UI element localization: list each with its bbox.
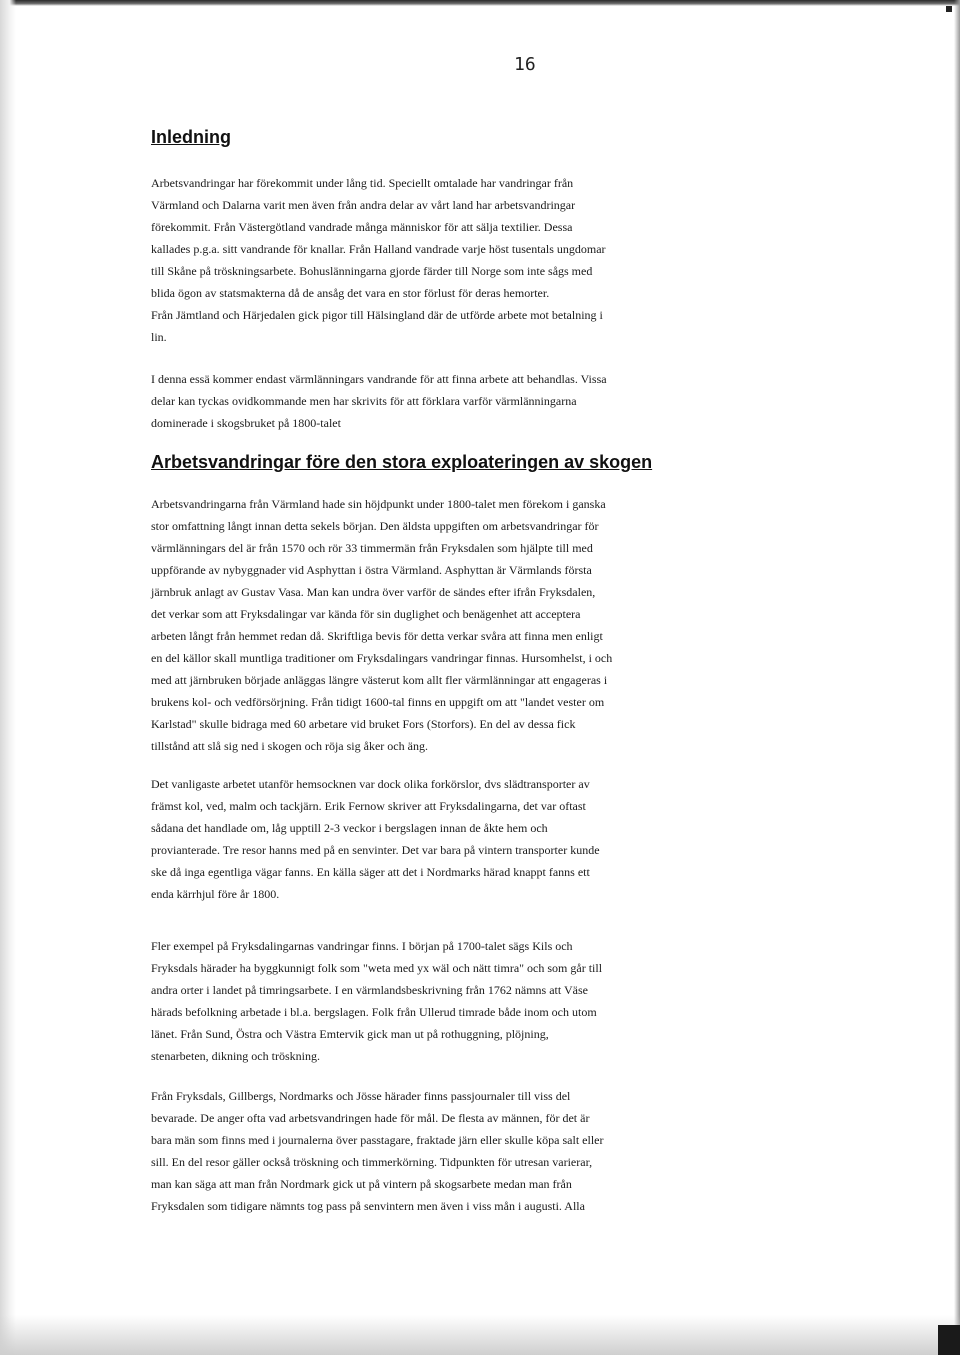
- text-line: arbeten långt från hemmet redan då. Skriftliga bevis för detta verkar svåra att finna men enligt: [151, 629, 603, 643]
- paragraph: [151, 172, 897, 348]
- paragraph: [151, 773, 897, 905]
- text-line: enda kärrhjul före år 1800.: [151, 887, 280, 901]
- text-line: Fryksdals härader ha byggkunnigt folk som "weta med yx wäl och nätt timra" och som går till: [151, 961, 603, 975]
- text-line: lin.: [151, 330, 167, 344]
- text-line: delar kan tyckas ovidkommande men har skrivits för att förklara varför värmlänningarna: [151, 394, 577, 408]
- scan-right-edge: [954, 0, 960, 1355]
- text-line: en del källor skall muntliga traditioner om Fryksdalingars vandringar finnas. Hursomhelst, i och: [151, 651, 613, 665]
- text-line: sådana det handlade om, låg upptill 2-3 veckor i bergslagen innan de åkte hem och: [151, 821, 548, 835]
- scan-corner-mark: [946, 6, 952, 12]
- paragraph: [151, 1085, 897, 1217]
- text-line: bara män som finns med i journalerna över passtagare, fraktade järn eller skulle köpa salt eller: [151, 1133, 604, 1147]
- page-number: 16: [514, 54, 536, 75]
- text-line: stor omfattning långt innan detta sekels början. Den äldsta uppgiften om arbetsvandringar för: [151, 519, 599, 533]
- text-line: främst kol, ved, malm och tackjärn. Erik Fernow skriver att Fryksdalingarna, det var oftast: [151, 799, 586, 813]
- text-line: bevarade. De anger ofta vad arbetsvandringen hade för mål. De flesta av männen, för det är: [151, 1111, 590, 1125]
- scan-bottom-shadow: [0, 1315, 960, 1355]
- text-line: förekommit. Från Västergötland vandrade många människor för att sälja textilier. Dessa: [151, 220, 573, 234]
- text-line: I denna essä kommer endast värmlänningars vandrande för att finna arbete att behandlas. Vissa: [151, 372, 607, 386]
- scan-top-border: [0, 0, 960, 6]
- text-line: ske då inga egentliga vägar fanns. En källa säger att det i Nordmarks härad knappt fanns ett: [151, 865, 590, 879]
- text-line: med att järnbruken började anläggas längre västerut kom allt fler värmlänningar att engageras i: [151, 673, 608, 687]
- section-heading-inledning: Inledning: [151, 127, 231, 147]
- text-line: värmlänningars del är från 1570 och rör 33 timmermän från Fryksdalen som hjälpte till med: [151, 541, 593, 555]
- text-line: tillstånd att slå sig ned i skogen och röja sig åker och äng.: [151, 739, 428, 753]
- paragraph: [151, 935, 897, 1067]
- text-line: andra orter i landet på timringsarbete. I en värmlandsbeskrivning från 1762 nämns att Väse: [151, 983, 588, 997]
- text-line: järnbruk anlagt av Gustav Vasa. Man kan undra över varför de sändes efter ifrån Fryksdalen,: [151, 585, 596, 599]
- text-line: brukens kol- och vedförsörjning. Från tidigt 1600-tal finns en uppgift om att "landet vester om: [151, 695, 605, 709]
- text-line: stenarbeten, dikning och tröskning.: [151, 1049, 320, 1063]
- text-line: Från Jämtland och Härjedalen gick pigor till Hälsingland där de utförde arbete mot betalning i: [151, 308, 603, 322]
- text-line: till Skåne på tröskningsarbete. Bohuslänningarna gjorde färder till Norge som inte sågs med: [151, 264, 593, 278]
- scan-left-edge: [0, 0, 16, 1355]
- text-line: Det vanligaste arbetet utanför hemsocknen var dock olika forkörslor, dvs slädtransporter av: [151, 777, 590, 791]
- text-line: kallades p.g.a. sitt vandrande för knallar. Från Halland vandrade varje höst tusentals ungdomar: [151, 242, 606, 256]
- text-line: provianterade. Tre resor hanns med på en senvinter. Det var bara på vintern transporter kunde: [151, 843, 600, 857]
- text-line: uppförande av nybyggnader vid Asphyttan i östra Värmland. Asphyttan är Värmlands första: [151, 563, 592, 577]
- text-line: man kan säga att man från Nordmark gick ut på vintern på skogsarbete medan man från: [151, 1177, 572, 1191]
- text-line: Värmland och Dalarna varit men även från andra delar av vårt land har arbetsvandringar: [151, 198, 576, 212]
- text-line: länet. Från Sund, Östra och Västra Emtervik gick man ut på rothuggning, plöjning,: [151, 1027, 549, 1041]
- text-line: Fler exempel på Fryksdalingarnas vandringar finns. I början på 1700-talet sägs Kils och: [151, 939, 573, 953]
- text-line: Arbetsvandringar har förekommit under lång tid. Speciellt omtalade har vandringar från: [151, 176, 574, 190]
- text-line: härads befolkning arbetade i bl.a. bergslagen. Folk från Ullerud timrade både inom och utom: [151, 1005, 597, 1019]
- text-line: dominerade i skogsbruket på 1800-talet: [151, 416, 341, 430]
- text-line: det verkar som att Fryksdalingar var kända för sin duglighet och benägenhet att acceptera: [151, 607, 581, 621]
- text-line: Från Fryksdals, Gillbergs, Nordmarks och Jösse härader finns passjournaler till viss del: [151, 1089, 571, 1103]
- text-line: Arbetsvandringarna från Värmland hade sin höjdpunkt under 1800-talet men förekom i ganska: [151, 497, 606, 511]
- scan-bottom-right-mark: [938, 1325, 960, 1355]
- paragraph: [151, 493, 897, 757]
- text-line: sill. En del resor gäller också tröskning och timmerkörning. Tidpunkten för utresan varierar,: [151, 1155, 593, 1169]
- text-line: Karlstad" skulle bidraga med 60 arbetare vid bruket Fors (Storfors). En del av dessa fick: [151, 717, 576, 731]
- paragraph: [151, 368, 897, 434]
- text-line: blida ögon av statsmakterna då de ansåg det vara en stor förlust för deras hemorter.: [151, 286, 550, 300]
- text-line: Fryksdalen som tidigare nämnts tog pass på senvintern men även i viss mån i augusti. Alla: [151, 1199, 585, 1213]
- section-heading-arbetsvandringar: Arbetsvandringar före den stora exploateringen av skogen: [151, 452, 653, 472]
